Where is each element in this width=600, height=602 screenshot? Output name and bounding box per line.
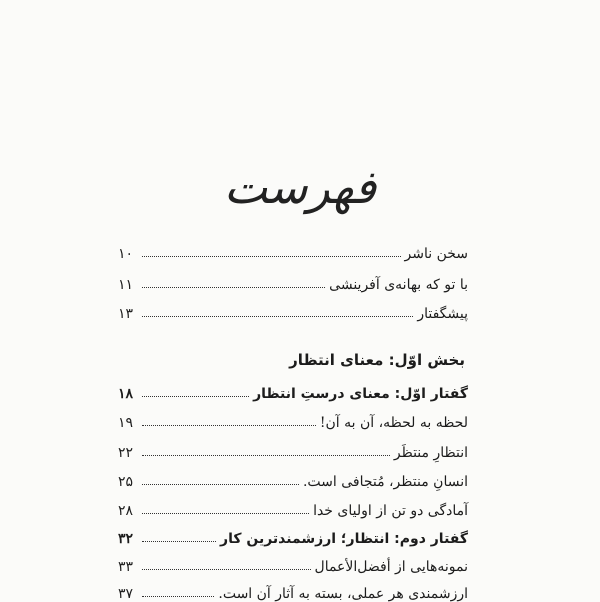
toc-row bbox=[118, 521, 468, 547]
dot-leader bbox=[142, 569, 311, 570]
dot-leader bbox=[142, 287, 325, 288]
toc-entry-label: گفتار اوّل: معنای درستِ انتظار bbox=[253, 386, 468, 402]
dot-leader bbox=[142, 513, 309, 514]
toc-page-number: ۲۸ bbox=[118, 503, 134, 519]
toc-row bbox=[118, 296, 468, 322]
toc-page-number: ۱۸ bbox=[118, 386, 134, 402]
toc-row bbox=[118, 435, 468, 461]
dot-leader bbox=[142, 455, 390, 456]
toc-entry-label: نمونه‌هایی از أفضل‌الأعمال bbox=[314, 559, 468, 575]
toc-entry-label: ارزشمندی هر عملی، بسته به آثار آن است. bbox=[218, 586, 468, 602]
toc-page-number: ۲۲ bbox=[118, 445, 134, 461]
toc-page-number: ۱۰ bbox=[118, 246, 134, 262]
toc-page-number: ۱۱ bbox=[118, 277, 134, 293]
toc-row bbox=[118, 493, 468, 519]
section-heading: بخش اوّل: معنای انتظار bbox=[289, 351, 465, 369]
toc-row bbox=[118, 376, 468, 402]
toc-row bbox=[118, 267, 468, 293]
toc-entry-label: انتظارِ منتظَر bbox=[393, 445, 468, 461]
toc-entry-label: انسانِ منتظر، مُتجافی است. bbox=[302, 474, 468, 490]
toc-entry-label: پیشگفتار bbox=[417, 306, 468, 322]
toc-row bbox=[118, 405, 468, 431]
dot-leader bbox=[142, 396, 249, 397]
dot-leader bbox=[142, 316, 413, 317]
page-title: فهرست bbox=[223, 160, 377, 214]
toc-page-number: ۱۳ bbox=[118, 306, 134, 322]
dot-leader bbox=[142, 596, 214, 597]
toc-row bbox=[118, 236, 468, 262]
dot-leader bbox=[142, 256, 401, 257]
toc-row bbox=[118, 576, 468, 602]
toc-entry-label: گفتار دوم: انتظار؛ ارزشمندترین کار bbox=[220, 531, 468, 547]
toc-page-number: ۲۵ bbox=[118, 474, 134, 490]
toc-page-number: ۳۳ bbox=[118, 559, 134, 575]
toc-row bbox=[118, 549, 468, 575]
toc-entry-label: لحظه به لحظه، آن به آن! bbox=[319, 415, 468, 431]
dot-leader bbox=[142, 541, 216, 542]
toc-entry-label: سخن ناشر bbox=[404, 246, 468, 262]
toc-row bbox=[118, 464, 468, 490]
toc-page-number: ۱۹ bbox=[118, 415, 134, 431]
dot-leader bbox=[142, 484, 299, 485]
toc-page-number: ۳۲ bbox=[118, 531, 134, 547]
toc-page-number: ۳۷ bbox=[118, 586, 134, 602]
toc-entry-label: با تو که بهانه‌ی آفرینشی bbox=[329, 277, 468, 293]
dot-leader bbox=[142, 425, 316, 426]
toc-entry-label: آمادگی دو تن از اولیای خدا bbox=[313, 503, 468, 519]
